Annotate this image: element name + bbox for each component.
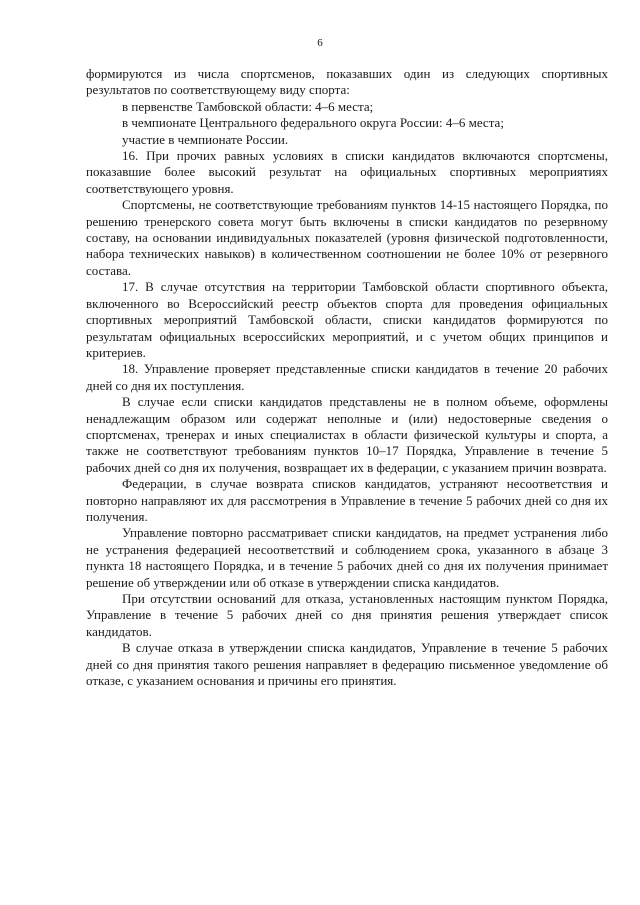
paragraph: Управление повторно рассматривает списки кандидатов, на предмет устранения либо не устранения федерацией несоответствий и соблюдением срока, указанного в абзаце 3 пункта 18 настоящего Порядка, и в течение 5 рабочих дней со дня их получения принимает решение об утверждении или об отказе в утверждении списка кандидатов. xyxy=(86,525,608,590)
paragraph: Федерации, в случае возврата списков кандидатов, устраняют несоответствия и повторно направляют их для рассмотрения в Управление в течение 5 рабочих дней со дня их получения. xyxy=(86,476,608,524)
list-item: в чемпионате Центрального федерального округа России: 4–6 места; xyxy=(122,115,504,131)
paragraph: Спортсмены, не соответствующие требованиям пунктов 14-15 настоящего Порядка, по решению тренерского совета могут быть включены в списки кандидатов по резервному составу, на основании индивидуальных показателей (уровня физической подготовленности, набора технических навыков) в количественном соотношении не более 10% от резервного состава. xyxy=(86,197,608,278)
list-item: в первенстве Тамбовской области: 4–6 места; xyxy=(122,98,374,114)
paragraph-18: 18. Управление проверяет представленные списки кандидатов в течение 20 рабочих дней со дня их поступления. xyxy=(86,361,608,393)
paragraph-16: 16. При прочих равных условиях в списки кандидатов включаются спортсмены, показавшие более высокий результат на официальных спортивных мероприятиях соответствующего уровня. xyxy=(86,148,608,196)
paragraph-17: 17. В случае отсутствия на территории Тамбовской области спортивного объекта, включенного во Всероссийский реестр объектов спорта для проведения официальных спортивных мероприятий Тамбовской области, списки кандидатов формируются по результатам официальных всероссийских мероприятий, и с учетом общих принципов и критериев. xyxy=(86,279,608,360)
list-item: участие в чемпионате России. xyxy=(122,131,289,147)
paragraph: При отсутствии оснований для отказа, установленных настоящим пунктом Порядка, Управление в течение 5 рабочих дней со дня принятия решения утверждает список кандидатов. xyxy=(86,591,608,639)
paragraph-continuation: формируются из числа спортсменов, показавших один из следующих спортивных результатов по соответствующему виду спорта: xyxy=(86,66,608,98)
paragraph: В случае отказа в утверждении списка кандидатов, Управление в течение 5 рабочих дней со дня принятия такого решения направляет в федерацию письменное уведомление об отказе, с указанием основания и причины его принятия. xyxy=(86,640,608,689)
paragraph: В случае если списки кандидатов представлены не в полном объеме, оформлены ненадлежащим образом или содержат неполные и (или) недостоверные сведения о спортсменах, тренерах и иных специалистах в области физической культуры и спорта, а также не соответствуют требованиям пунктов 10–17 Порядка, Управление в течение 5 рабочих дней со дня их получения, возвращает их в федерации, с указанием причин возврата. xyxy=(86,394,608,475)
page-number: 6 xyxy=(317,37,323,49)
document-body xyxy=(86,66,608,689)
